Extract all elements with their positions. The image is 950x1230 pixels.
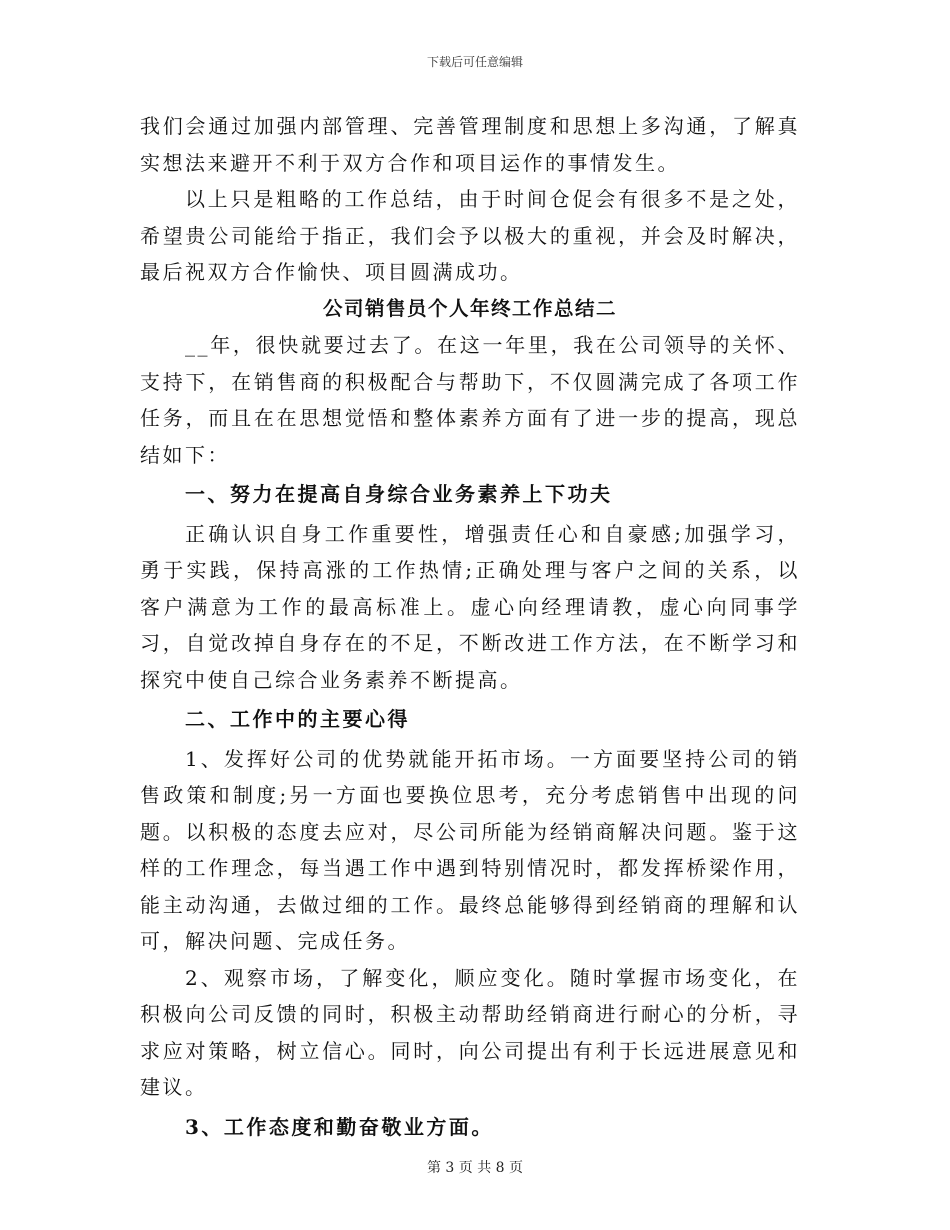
- section-title: 公司销售员个人年终工作总结二: [322, 296, 617, 320]
- paragraph-6: 2、观察市场，了解变化，顺应变化。随时掌握市场变化，在积极向公司反馈的同时，积极主动帮助经销商进行耐心的分析，寻求应对策略，树立信心。同时，向公司提出有利于长远进展意见和建议。: [140, 965, 800, 1099]
- document-body: [140, 108, 800, 1148]
- paragraph-3: __年，很快就要过去了。在这一年里，我在公司领导的关怀、支持下，在销售商的积极配合与帮助下，不仅圆满完成了各项工作任务，而且在在思想觉悟和整体素养方面有了进一步的提高，现总结如下：: [140, 333, 800, 467]
- paragraph-4: 正确认识自身工作重要性，增强责任心和自豪感;加强学习，勇于实践，保持高涨的工作热情;正确处理与客户之间的关系，以客户满意为工作的最高标准上。虚心向经理请教，虚心向同事学习，自觉改掉自身存在的不足，不断改进工作方法，在不断学习和探究中使自己综合业务素养不断提高。: [140, 521, 800, 692]
- page-footer: 第 3 页 共 8 页: [426, 1160, 524, 1176]
- page-header: 下载后可任意编辑: [426, 55, 523, 69]
- heading-2: 二、工作中的主要心得: [185, 707, 410, 731]
- paragraph-5: 1、发挥好公司的优势就能开拓市场。一方面要坚持公司的销售政策和制度;另一方面也要换位思考，充分考虑销售中出现的问题。以积极的态度去应对，尽公司所能为经销商解决问题。鉴于这样的工作理念，每当遇工作中遇到特别情况时，都发挥桥梁作用，能主动沟通，去做过细的工作。最终总能够得到经销商的理解和认可，解决问题、完成任务。: [140, 746, 800, 953]
- heading-3: 3、工作态度和勤奋敬业方面。: [185, 1114, 494, 1139]
- heading-1: 一、努力在提高自身综合业务素养上下功夫: [185, 482, 613, 506]
- paragraph-1: 我们会通过加强内部管理、完善管理制度和思想上多沟通，了解真实想法来避开不利于双方合作和项目运作的事情发生。: [140, 114, 800, 175]
- paragraph-2: 以上只是粗略的工作总结，由于时间仓促会有很多不是之处，希望贵公司能给于指正，我们会予以极大的重视，并会及时解决，最后祝双方合作愉快、项目圆满成功。: [140, 187, 800, 284]
